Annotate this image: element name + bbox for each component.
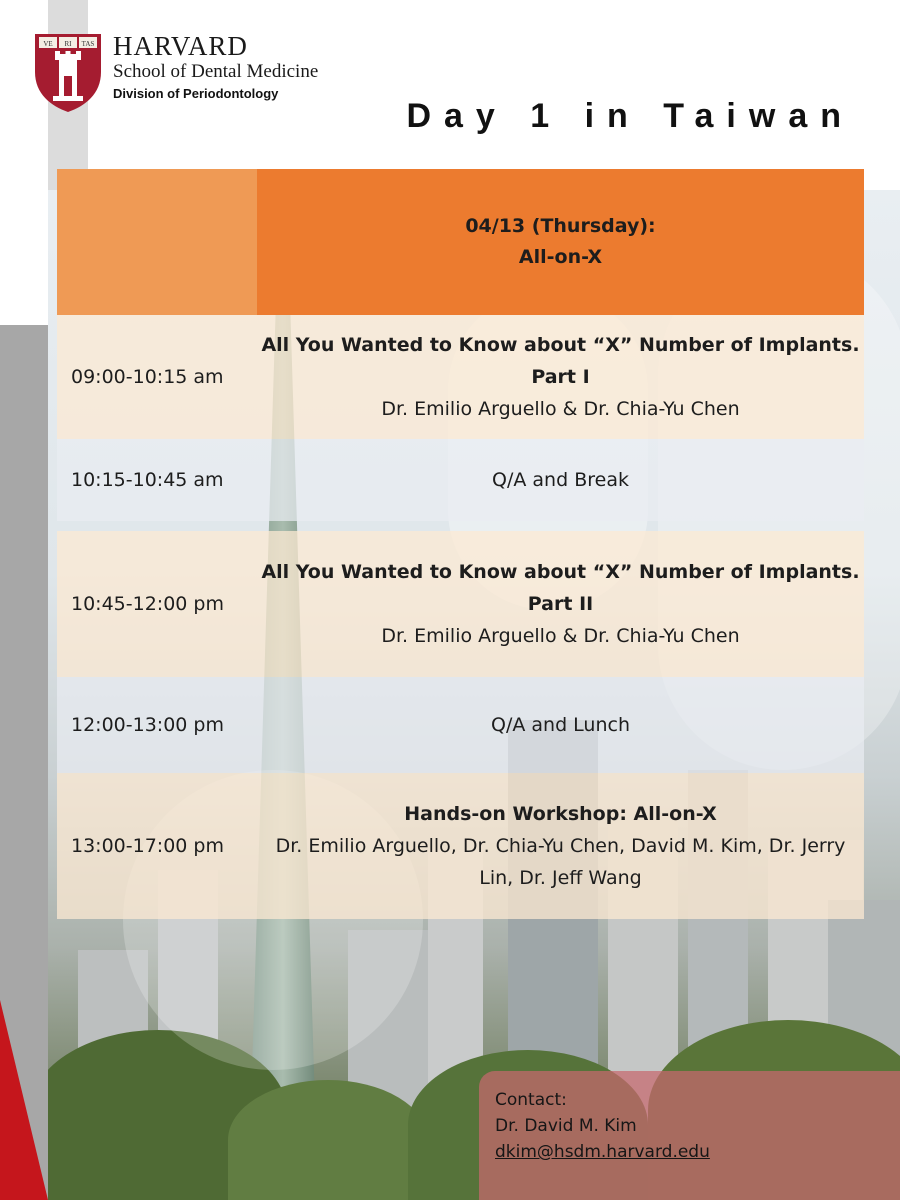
session-speakers: Q/A and Break <box>492 469 629 491</box>
schedule-row <box>57 773 864 919</box>
session-time: 12:00-13:00 pm <box>71 714 224 736</box>
school-name: School of Dental Medicine <box>113 61 319 82</box>
schedule-header-row <box>57 169 864 315</box>
contact-box <box>479 1071 900 1200</box>
session-speakers: Dr. Emilio Arguello, Dr. Chia-Yu Chen, David M. Kim, Dr. Jerry Lin, Dr. Jeff Wang <box>275 835 846 889</box>
harvard-shield-logo <box>33 32 103 114</box>
schedule-date: 04/13 (Thursday): <box>465 215 656 237</box>
schedule-table <box>57 169 864 919</box>
session-time: 09:00-10:15 am <box>71 366 224 388</box>
header-left-cell <box>57 169 257 315</box>
schedule-row <box>57 677 864 773</box>
session-description <box>257 329 864 425</box>
session-speakers: Q/A and Lunch <box>490 714 630 736</box>
session-description <box>257 798 864 894</box>
session-speakers: Dr. Emilio Arguello & Dr. Chia-Yu Chen <box>381 625 740 647</box>
shield-motto-ve: VE <box>43 40 53 48</box>
session-speakers: Dr. Emilio Arguello & Dr. Chia-Yu Chen <box>381 398 740 420</box>
schedule-row <box>57 531 864 677</box>
session-time: 13:00-17:00 pm <box>71 835 224 857</box>
contact-info <box>495 1087 710 1165</box>
division-name: Division of Periodontology <box>113 86 279 101</box>
schedule-row <box>57 315 864 439</box>
university-name: HARVARD <box>113 31 248 61</box>
session-description <box>257 464 864 496</box>
schedule-theme: All-on-X <box>518 246 603 268</box>
shield-motto-ri: RI <box>64 40 72 48</box>
page-title: Day 1 in Taiwan <box>406 97 854 135</box>
session-title: Hands-on Workshop: All-on-X <box>404 803 717 825</box>
schedule-header-text <box>257 211 864 273</box>
shield-motto-tas: TAS <box>81 40 95 48</box>
session-time: 10:15-10:45 am <box>71 469 224 491</box>
session-title: All You Wanted to Know about “X” Number of Implants. Part II <box>261 561 860 615</box>
session-description <box>257 709 864 741</box>
contact-name: Dr. David M. Kim <box>495 1116 637 1136</box>
contact-label: Contact: <box>495 1090 567 1110</box>
schedule-row <box>57 439 864 521</box>
session-title: All You Wanted to Know about “X” Number of Implants. Part I <box>261 334 860 388</box>
session-description <box>257 556 864 652</box>
session-time: 10:45-12:00 pm <box>71 593 224 615</box>
contact-email-link[interactable]: dkim@hsdm.harvard.edu <box>495 1142 710 1162</box>
